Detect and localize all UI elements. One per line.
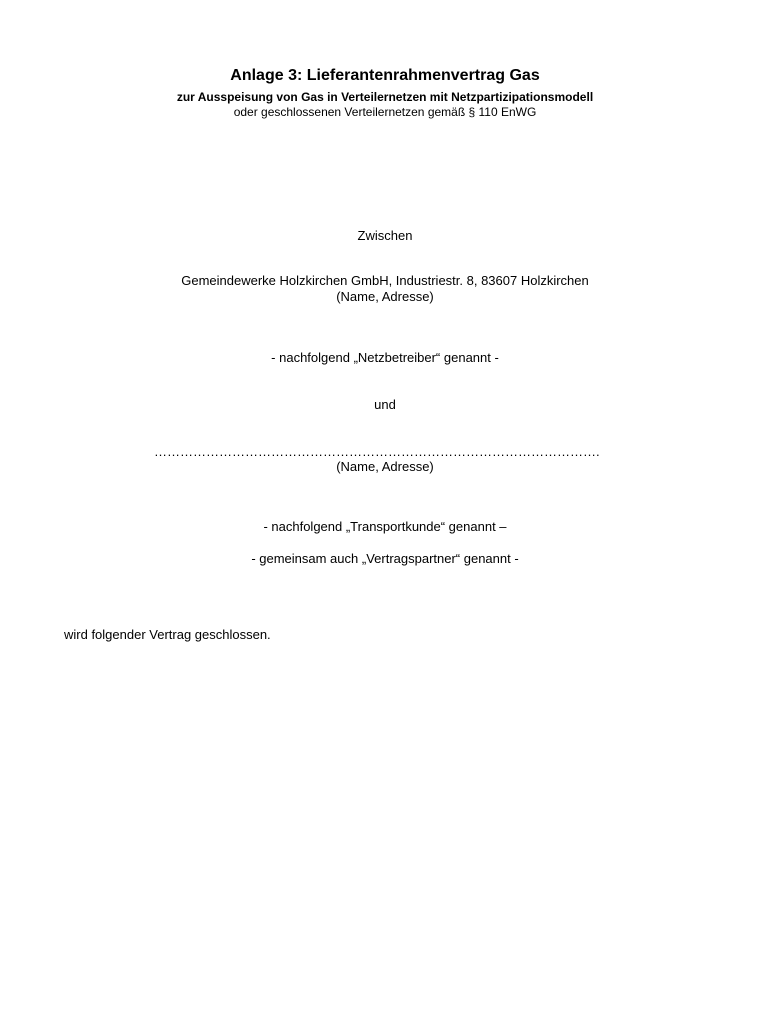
party1-name-address: Gemeindewerke Holzkirchen GmbH, Industriestr. 8, 83607 Holzkirchen	[181, 273, 589, 288]
closing-sentence: wird folgender Vertrag geschlossen.	[64, 627, 271, 642]
party2-name-placeholder: ………………………………………………………………………………………….	[154, 444, 600, 459]
between-label: Zwischen	[357, 228, 413, 243]
party1-role: - nachfolgend „Netzbetreiber“ genannt -	[271, 350, 499, 365]
together-label: - gemeinsam auch „Vertragspartner“ genannt -	[251, 551, 519, 566]
party1-hint: (Name, Adresse)	[336, 289, 434, 304]
document-subtitle-secondary: oder geschlossenen Verteilernetzen gemäß § 110 EnWG	[233, 105, 537, 119]
party2-hint: (Name, Adresse)	[336, 459, 434, 474]
party2-role: - nachfolgend „Transportkunde“ genannt –	[263, 519, 507, 534]
document-subtitle: zur Ausspeisung von Gas in Verteilernetzen mit Netzpartizipationsmodell	[176, 90, 594, 104]
document-title: Anlage 3: Lieferantenrahmenvertrag Gas	[230, 67, 540, 84]
and-label: und	[374, 397, 396, 412]
